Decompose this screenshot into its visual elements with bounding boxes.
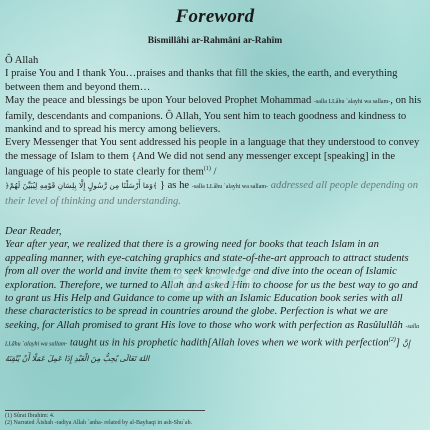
salutation-honorific: -salla LLâhu `alayhi wa sallam- (313, 99, 391, 106)
footnote-1: (1) Sûrat Ibrahim: 4. (5, 413, 55, 419)
intro-paragraph-blessings (5, 94, 422, 136)
intro-paragraph-messengers (5, 136, 422, 179)
letter-paragraph (5, 238, 422, 365)
separator-slash: / (213, 166, 217, 178)
bracket-close: ] (395, 337, 400, 349)
verse-close: } as he (159, 180, 190, 192)
arabic-hadith: إِنَّ اللهَ تَعَالَى يُحِبُّ مِنَ الْعَبْدِ إِذَا عَمِلَ عَمَلًا أَنْ يُتْقِنَهُ (5, 338, 411, 364)
watermark-text: aratr (170, 258, 260, 300)
salutation: Ô Allah (5, 55, 39, 66)
letter-text-continued: taught us in his prophetic hadith[Allah loves when we work with perfection (69, 337, 389, 349)
footnote-ref-1: (1) (203, 166, 211, 173)
blessings-text-continued: , on his family, descendants and companions. Ô Allah, You sent him to teach goodness and kindness to mankind and to spread his mercy among believers. (5, 95, 422, 136)
letter-text: Year after year, we realized that there is a growing need for books that teach Islam in an appealing manner, with eye-catching graphics and state-of-the-art approach to attract students from all over the world and invite them to seek knowledge and dive into the ocean of Islamic exploration. Therefore, we turned to Allah and asked Him to choose for us the best way to go and to grant us His Help and Guidance to come up with an Islamic Education book series with all these characteristics to be spread in countries around the globe. Perfection is what we are seeking, for Allah promised to grant His love to those who work with perfection as Rasûlullâh (5, 239, 418, 331)
verse-continuation: addressed all people depending on their level of thinking and understanding. (5, 180, 419, 207)
arabic-verse: ﴿وَمَا أَرْسَلْنَا مِن رَّسُولٍ إِلَّا بِلِسَانِ قَوْمِهِ لِيُبَيِّنَ لَهُمْ﴾ (5, 181, 158, 191)
salutation-honorific-2: -salla LLâhu `alayhi wa sallam- (191, 184, 269, 191)
basmala-subtitle: Bismillâhi ar-Rahmâni ar-Rahîm (147, 36, 283, 46)
intro-paragraph-arabic-verse (5, 179, 422, 208)
messengers-text: Every Messenger that You sent addressed his people in a language that they understood to convey the message of Islam to them {And We did not send any messenger except [speaking] in the language of his people to state clearly for them (5, 137, 420, 178)
intro-paragraph-praise: I praise You and I thank You…praises and thanks that fill the skies, the earth, and everything between them and beyond them… (5, 68, 398, 93)
foreword-body (5, 54, 422, 366)
footnote-ref-2: (2) (388, 337, 396, 344)
footnote-2: (2) Narrated Âishah -radiya Allah `anha- related by al-Bayhaqi in ash-Shu`ab. (5, 420, 193, 426)
salutation-honorific-3: -salla LLâhu `alayhi wa sallam- (5, 323, 420, 348)
footnotes (5, 410, 205, 427)
page-title: Foreword (175, 6, 255, 27)
letter-greeting: Dear Reader, (5, 226, 62, 237)
blessings-text: May the peace and blessings be upon Your beloved Prophet Mohammad (5, 95, 312, 107)
